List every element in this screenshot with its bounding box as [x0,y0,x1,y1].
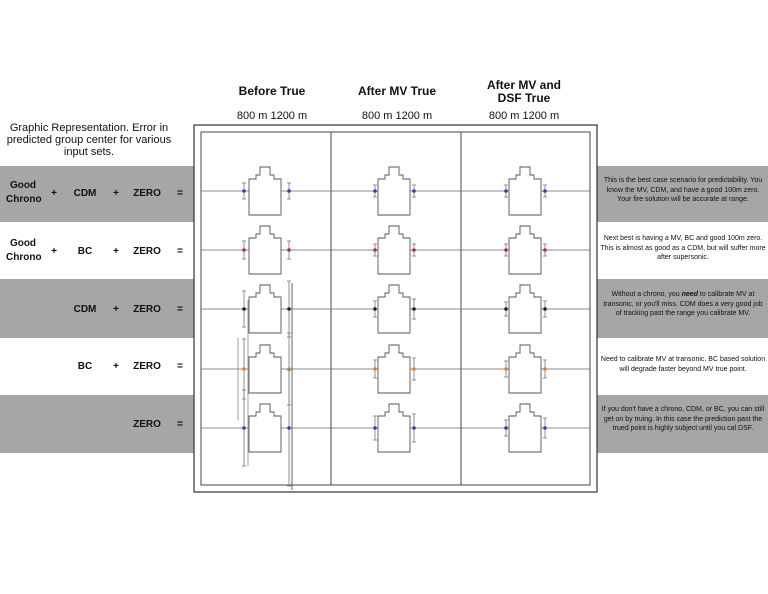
row4-col1-800m-dot [242,367,246,371]
row3-col2-800m-dot [373,307,377,311]
row3-col2-1200m-dot [412,307,416,311]
row5-col3-800m-dot [504,426,508,430]
column-distances-after-mv-dsf-true: 800 m 1200 m [488,110,560,122]
column-title-after-mv-true: After MV True [357,84,436,98]
row4-label-b: BC [77,361,93,372]
row2-label-c: ZERO [133,246,161,257]
row1-col2-1200m-dot [412,189,416,193]
row1-col2-800m-dot [373,189,377,193]
row1-eq: = [177,188,183,199]
graphic-title: Graphic Representation. Error in predicted group center for various input sets. [6,122,172,158]
row4-col3-800m-dot [504,367,508,371]
row3-col3-1200m-dot [543,307,547,311]
row2-col3-1200m-dot [543,248,547,252]
row2-col3-800m-dot [504,248,508,252]
column-distances-before-true: 800 m 1200 m [236,110,308,122]
row2-col1-1200m-dot [287,248,291,252]
row2-op1: + [51,246,57,257]
row4-col2-1200m-dot [412,367,416,371]
row2-label-b: BC [77,246,93,257]
row1-col3-800m-dot [504,189,508,193]
row1-col1-800m-dot [242,189,246,193]
column-distances-after-mv-true: 800 m 1200 m [361,110,433,122]
row4-col2-800m-dot [373,367,377,371]
row2-col2-800m-dot [373,248,377,252]
row5-col2-1200m-dot [412,426,416,430]
row5-col3-1200m-dot [543,426,547,430]
column-title-before-true: Before True [238,84,306,98]
row5-col1-1200m-dot [287,426,291,430]
row5-col2-800m-dot [373,426,377,430]
row1-col3-1200m-dot [543,189,547,193]
row4-op2: + [113,361,119,372]
row5-note: If you don't have a chrono, CDM, or BC, you can still get on by truing. In this case the prediction past the trued point is highly subject until you cal DSF. [601,406,765,432]
row4-eq: = [177,361,183,372]
row1-op2: + [113,188,119,199]
row2-eq: = [177,246,183,257]
column-title-after-mv-dsf-true: After MV and DSF True [486,78,561,105]
row1-op1: + [51,188,57,199]
row3-label-c: ZERO [133,304,161,315]
row3-note: Without a chrono, you need to calibrate MV at transonic, or you'll miss. CDM does a very good job of tracking past the range you calibrate MV. [603,291,763,317]
row1-label-b: CDM [73,188,97,199]
row1-col1-1200m-dot [287,189,291,193]
row3-label-b: CDM [73,304,97,315]
row5-col1-800m-dot [242,426,246,430]
row1-label-a: Good Chrono [6,180,42,205]
row2-label-a: Good Chrono [6,238,42,263]
row4-note: Need to calibrate MV at transonic. BC based solution will degrade faster beyond MV true point. [600,356,766,373]
row3-col3-800m-dot [504,307,508,311]
row2-col2-1200m-dot [412,248,416,252]
row3-col1-800m-dot [242,307,246,311]
row2-col1-800m-dot [242,248,246,252]
row5-eq: = [177,419,183,430]
row2-note: Next best is having a MV, BC and good 100m zero. This is almost as good as a CDM, but will suffer more after supersonic. [600,235,766,261]
row4-col3-1200m-dot [543,367,547,371]
row4-label-c: ZERO [133,361,161,372]
row1-note: This is the best case scenario for predictability. You know the MV, CDM, and have a good 100m zero. Your fire solution will be accurate at range. [603,177,763,203]
row3-col1-1200m-dot [287,307,291,311]
row3-op2: + [113,304,119,315]
row1-label-c: ZERO [133,188,161,199]
row5-label-c: ZERO [133,419,161,430]
row3-eq: = [177,304,183,315]
row2-op2: + [113,246,119,257]
